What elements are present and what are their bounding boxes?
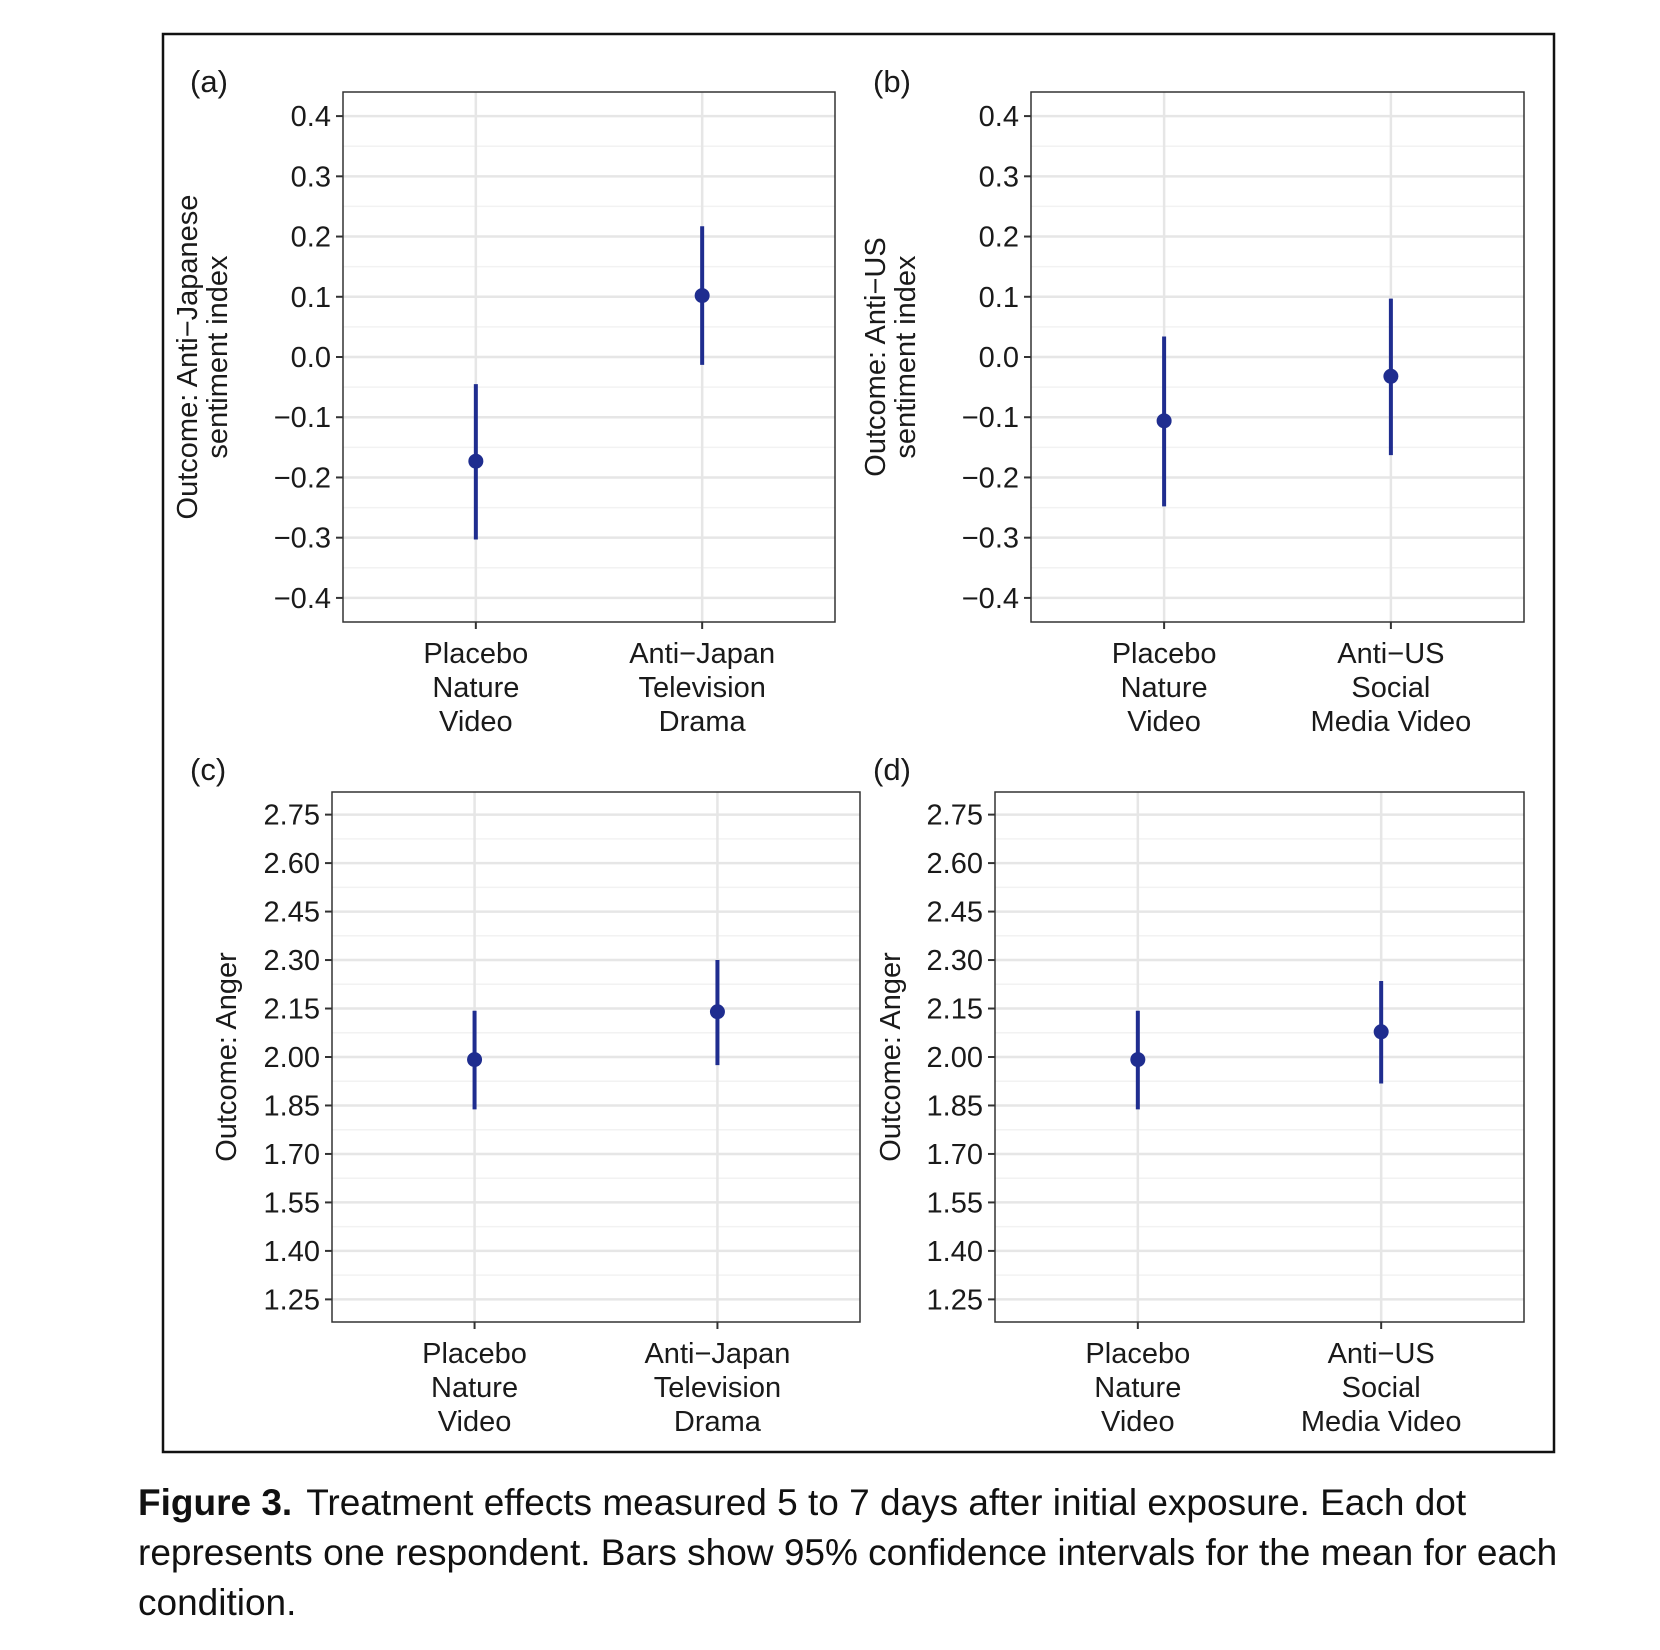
mean-point <box>1157 413 1172 428</box>
y-tick-label: −0.4 <box>273 582 331 615</box>
x-category-label: Drama <box>673 1406 761 1438</box>
y-tick-label: 0.4 <box>978 101 1019 134</box>
y-tick-label: 2.75 <box>263 799 320 832</box>
y-tick-label: 2.00 <box>926 1042 983 1074</box>
y-tick-label: −0.2 <box>273 462 331 495</box>
y-tick-label: 0.0 <box>978 342 1019 374</box>
panel-tag: (c) <box>190 752 227 787</box>
panel-tag: (a) <box>190 64 228 99</box>
y-tick-label: 2.45 <box>263 896 320 929</box>
y-tick-label: 0.4 <box>290 101 331 134</box>
y-tick-label: 0.1 <box>290 281 331 314</box>
y-tick-label: 0.1 <box>978 281 1019 314</box>
x-category-label: Media Video <box>1310 706 1472 738</box>
mean-point <box>1383 369 1398 384</box>
y-axis-title: Outcome: Anger <box>211 952 243 1162</box>
y-tick-label: 1.85 <box>926 1090 983 1123</box>
y-tick-label: −0.1 <box>961 402 1019 435</box>
mean-point <box>1374 1024 1389 1039</box>
y-axis-title: Outcome: Anti−US <box>860 237 892 477</box>
y-tick-label: −0.3 <box>273 522 331 555</box>
y-tick-label: 1.25 <box>263 1284 320 1317</box>
x-category-label: Video <box>1101 1406 1175 1438</box>
x-category-label: Nature <box>431 1372 519 1404</box>
panel-tag: (b) <box>873 64 911 99</box>
figure-caption-text: Treatment effects measured 5 to 7 days after initial exposure. Each dot represents one respondent. Bars show 95% confidence intervals for the mean for each condition. <box>138 1482 1558 1623</box>
x-category-label: Placebo <box>1111 638 1217 670</box>
y-tick-label: −0.2 <box>961 462 1019 495</box>
x-category-label: Placebo <box>1085 1338 1191 1370</box>
y-tick-label: 1.40 <box>926 1235 983 1268</box>
y-tick-label: 2.15 <box>926 993 983 1026</box>
x-category-label: Nature <box>1094 1372 1182 1404</box>
x-category-label: Anti−US <box>1337 638 1445 670</box>
x-category-label: Drama <box>658 706 746 738</box>
y-tick-label: 1.55 <box>926 1187 983 1220</box>
y-axis-title: sentiment index <box>890 255 922 459</box>
y-axis-title: Outcome: Anti−Japanese <box>172 194 204 520</box>
x-category-label: Television <box>638 672 766 704</box>
y-tick-label: −0.3 <box>961 522 1019 555</box>
x-category-label: Video <box>1127 706 1201 738</box>
y-tick-label: 0.3 <box>978 161 1019 194</box>
x-category-label: Nature <box>1120 672 1208 704</box>
y-tick-label: 1.85 <box>263 1090 320 1123</box>
x-category-label: Social <box>1341 1372 1421 1404</box>
mean-point <box>468 454 483 469</box>
panel-tag: (d) <box>873 752 911 787</box>
x-category-label: Placebo <box>422 1338 527 1370</box>
mean-point <box>1130 1052 1145 1067</box>
y-tick-label: 2.00 <box>263 1042 320 1074</box>
figure-caption <box>138 1478 1578 1628</box>
y-tick-label: 1.55 <box>263 1187 320 1220</box>
y-tick-label: −0.4 <box>961 582 1019 615</box>
y-tick-label: 0.2 <box>290 221 331 254</box>
x-category-label: Television <box>653 1372 782 1404</box>
x-category-label: Placebo <box>423 638 529 670</box>
y-tick-label: 2.60 <box>263 848 320 881</box>
mean-point <box>695 288 710 303</box>
y-tick-label: 0.3 <box>290 161 331 194</box>
y-tick-label: 2.30 <box>263 945 320 978</box>
y-tick-label: 1.40 <box>263 1235 320 1268</box>
mean-point <box>710 1004 725 1019</box>
y-tick-label: 1.25 <box>926 1284 983 1317</box>
y-axis-title: sentiment index <box>202 255 234 459</box>
y-tick-label: 0.2 <box>978 221 1019 254</box>
y-tick-label: 2.75 <box>926 799 983 832</box>
y-axis-title: Outcome: Anger <box>875 952 907 1162</box>
figure-caption-label: Figure 3. <box>138 1482 293 1523</box>
x-category-label: Video <box>439 706 513 738</box>
x-category-label: Nature <box>432 672 520 704</box>
x-category-label: Video <box>437 1406 512 1438</box>
mean-point <box>467 1052 482 1067</box>
y-tick-label: 1.70 <box>926 1138 983 1171</box>
y-tick-label: 2.30 <box>926 945 983 978</box>
y-tick-label: 1.70 <box>263 1138 320 1171</box>
x-category-label: Anti−US <box>1327 1338 1435 1370</box>
y-tick-label: 2.15 <box>263 993 320 1026</box>
y-tick-label: 0.0 <box>290 342 331 374</box>
x-category-label: Media Video <box>1300 1406 1462 1438</box>
y-tick-label: 2.45 <box>926 896 983 929</box>
x-category-label: Social <box>1351 672 1431 704</box>
x-category-label: Anti−Japan <box>644 1338 791 1370</box>
y-tick-label: 2.60 <box>926 848 983 881</box>
y-tick-label: −0.1 <box>273 402 331 435</box>
x-category-label: Anti−Japan <box>629 638 776 670</box>
